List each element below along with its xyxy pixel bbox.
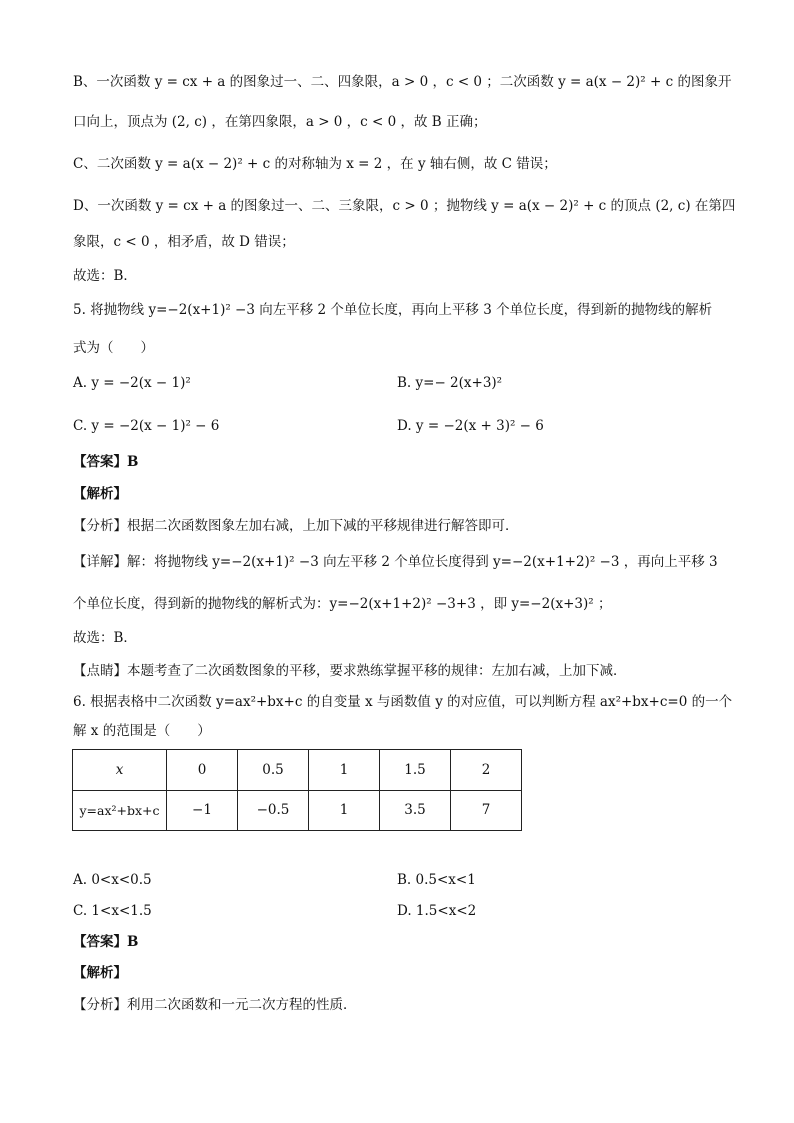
table-cell: 1 (309, 750, 380, 791)
table-cell: x (73, 750, 167, 791)
q5-choose: 故选：B． (73, 630, 137, 646)
q5-detail: 【详解】解：将抛物线 y=−2(x+1)² −3 向左平移 2 个单位长度得到 y=−2(x+1+2)² −3 ，再向上平移 3 (73, 554, 718, 570)
q5-option-a: A. y = −2(x − 1)² (73, 375, 191, 391)
q6-option-b: B. 0.5<x<1 (397, 872, 476, 888)
table-cell: 0.5 (238, 750, 309, 791)
text-line: 故选：B． (73, 268, 137, 284)
q5-answer: 【答案】B (73, 454, 139, 470)
table-cell: −1 (167, 790, 238, 831)
table-cell: −0.5 (238, 790, 309, 831)
table-cell: 1.5 (380, 750, 451, 791)
table-cell: 7 (451, 790, 522, 831)
q5-option-d: D. y = −2(x + 3)² − 6 (397, 418, 544, 434)
q5-detail: 个单位长度，得到新的抛物线的解析式为：y=−2(x+1+2)² −3+3 ，即 y=−2(x+3)² ； (73, 596, 612, 612)
q6-answer: 【答案】B (73, 934, 139, 950)
q6-option-a: A. 0<x<0.5 (73, 872, 152, 888)
table-cell: 3.5 (380, 790, 451, 831)
question-6-stem: 6. 根据表格中二次函数 y=ax²+bx+c 的自变量 x 与函数值 y 的对应值，可以判断方程 ax²+bx+c=0 的一个 (73, 694, 733, 710)
table-cell: 2 (451, 750, 522, 791)
value-table (72, 749, 522, 831)
q6-analysis-heading: 【解析】 (73, 965, 127, 981)
text-line: B、一次函数 y = cx + a 的图象过一、二、四象限，a > 0 ，c < 0 ；二次函数 y = a(x − 2)² + c 的图象开 (73, 74, 732, 90)
table-cell: 1 (309, 790, 380, 831)
q5-comment: 【点睛】本题考查了二次函数图象的平移，要求熟练掌握平移的规律：左加右减，上加下减． (73, 663, 627, 679)
table-row (73, 790, 522, 831)
question-5-stem: 5. 将抛物线 y=−2(x+1)² −3 向左平移 2 个单位长度，再向上平移 3 个单位长度，得到新的抛物线的解析 (73, 302, 713, 318)
q5-option-c: C. y = −2(x − 1)² − 6 (73, 418, 220, 434)
table-cell: y=ax²+bx+c (73, 790, 167, 831)
q6-option-d: D. 1.5<x<2 (397, 903, 477, 919)
question-6-stem: 解 x 的范围是（ ） (73, 723, 211, 739)
question-5-stem: 式为（ ） (73, 340, 154, 356)
text-line: C、二次函数 y = a(x − 2)² + c 的对称轴为 x = 2 ，在 y 轴右侧，故 C 错误； (73, 156, 557, 172)
q5-analysis-heading: 【解析】 (73, 486, 127, 502)
text-line: 口向上，顶点为 (2, c) ，在第四象限，a > 0 ，c < 0 ，故 B 正确； (73, 114, 487, 130)
text-line: D、一次函数 y = cx + a 的图象过一、二、三象限，c > 0 ；抛物线 y = a(x − 2)² + c 的顶点 (2, c) 在第四 (73, 198, 736, 214)
q6-option-c: C. 1<x<1.5 (73, 903, 152, 919)
q6-analysis: 【分析】利用二次函数和一元二次方程的性质． (73, 997, 357, 1013)
q5-analysis: 【分析】根据二次函数图象左加右减，上加下减的平移规律进行解答即可． (73, 518, 519, 534)
table-row (73, 750, 522, 791)
text-line: 象限，c < 0 ，相矛盾，故 D 错误； (73, 234, 295, 250)
q5-option-b: B. y=− 2(x+3)² (397, 375, 503, 391)
table-cell: 0 (167, 750, 238, 791)
